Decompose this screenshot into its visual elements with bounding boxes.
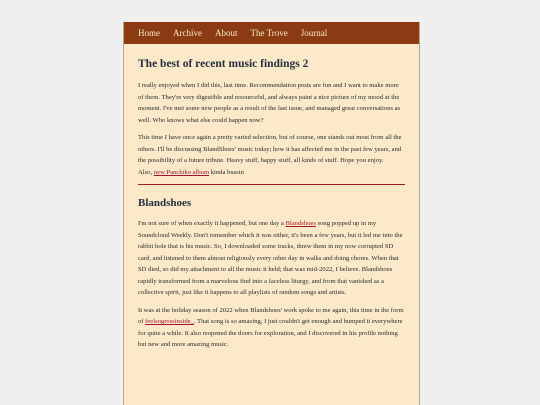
post-content (124, 58, 419, 351)
nav-the-trove[interactable]: The Trove (250, 28, 288, 38)
p2-text-b: . That song is so amazing, I just couldn't get enough and bumped it everywhere for quite a while. It also reopened the doors for exploration, and I discovered in his profile nothing but new and more amazing music. (138, 318, 403, 348)
intro-paragraph-1: I really enjoyed when I did this, last time. Recommendation posts are fun and I want to make more of them. They're very digestible and resourceful, and always paint a nice picture of my mood at the moment. I've met some new people as a result of the last issue, and managed great conversations as well. Who knows what else could happen now? (138, 82, 401, 124)
section-divider (138, 184, 405, 185)
feelsogrossinside-link[interactable]: feelsogrossinside_ (145, 318, 194, 325)
panchiko-album-link[interactable]: new Panchiko album (153, 168, 210, 176)
p1-text-a: I'm not sure of when exactly it happened, but one day a (138, 220, 286, 227)
nav-home[interactable]: Home (138, 28, 160, 38)
top-nav (124, 22, 419, 44)
post-title: The best of recent music findings 2 (138, 58, 309, 70)
p2-text-a: It was at the holiday season of 2022 when Blandshoes' work spoke to me again, this time in the form of (138, 306, 404, 325)
section-paragraph-2 (138, 305, 405, 351)
nav-archive[interactable]: Archive (173, 28, 202, 38)
also-line (138, 167, 405, 179)
also-suffix: kinda bussin (209, 168, 244, 176)
also-prefix: Also, (138, 168, 154, 176)
section-title: Blandshoes (138, 197, 192, 209)
page (123, 22, 420, 405)
intro-paragraph-2: This time I have once again a pretty varied selection, but of course, one stands out most from all the others. I'll be discussing BlandShoes' music today; how it has affected me in the past few years, and the possibility of a future tribute. Heavy stuff, happy stuff, all kinds of stuff. Hope you enjoy. (138, 134, 402, 164)
p1-text-b: song popped up in my Soundcloud Weekly. Don't remember which it was either, it's been a few years, but it led me into the rabbit hole that is his music. So, I downloaded some tracks, threw them in my now corrupted SD card, and listened to them almost religiously every other day in walks and doing chores. When that SD died, so did my attachment to all the music it held; that was mid-2022, I believe. Blandshoes rapidly transformed from a marvelous find into a faceless liturgy, and from that vanished as a collective spirit, just like it happens to all playlists of random songs and artists. (138, 220, 403, 296)
nav-journal[interactable]: Journal (300, 28, 328, 38)
blandshoes-link[interactable]: Blandshoes (285, 220, 316, 227)
section-paragraph-1 (138, 218, 405, 299)
nav-about[interactable]: About (215, 28, 238, 38)
